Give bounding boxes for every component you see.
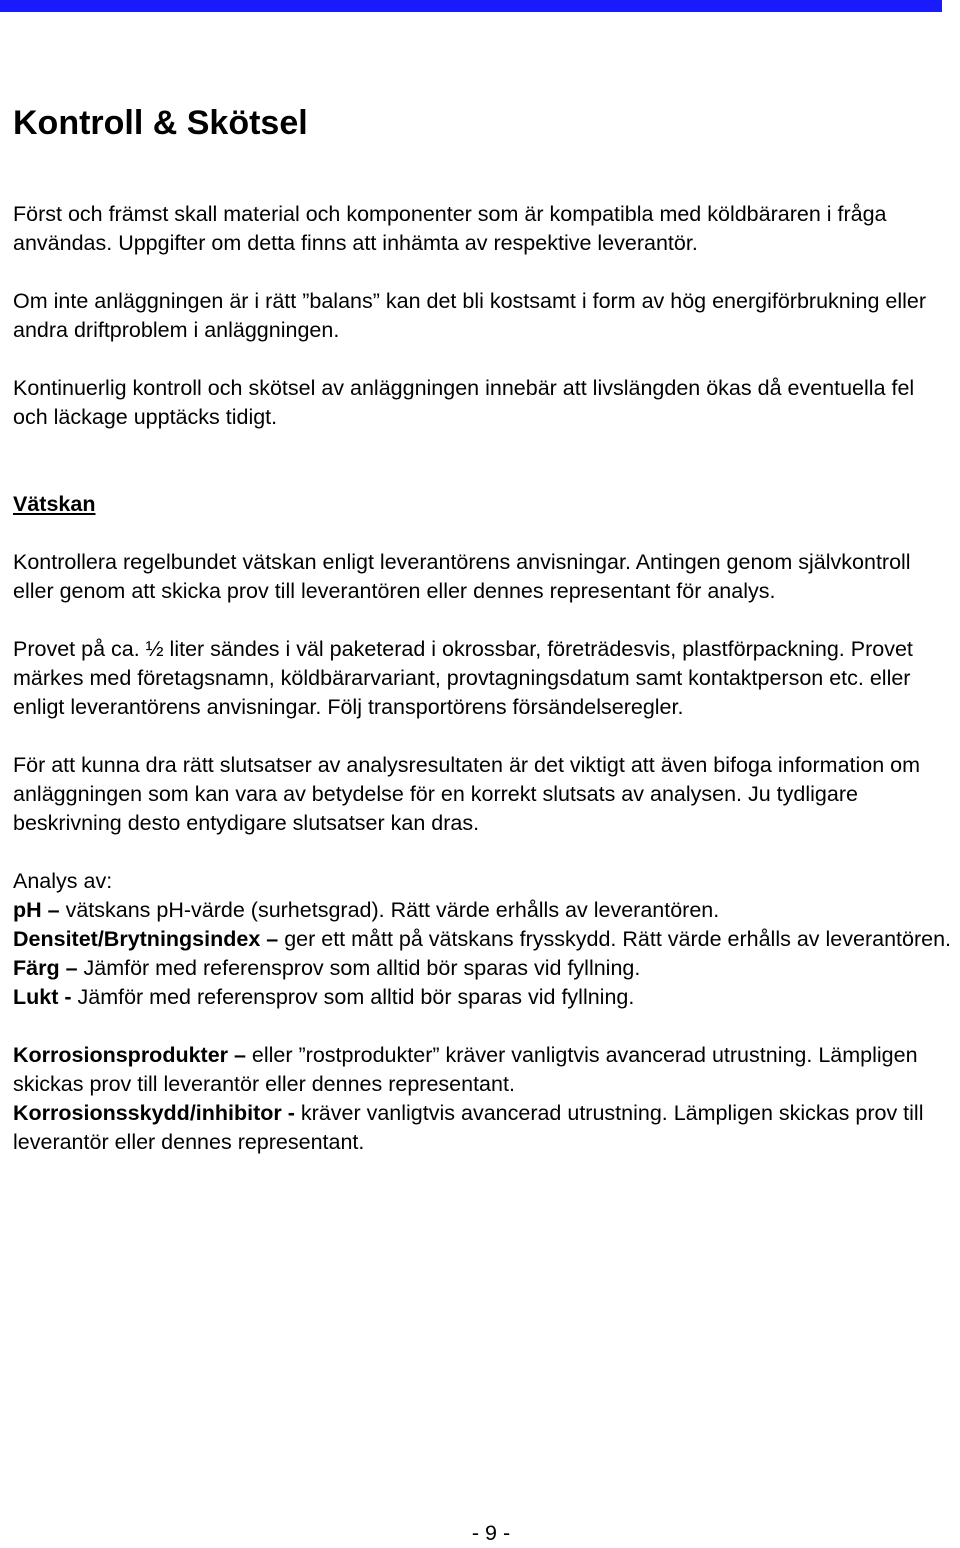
analys-text: vätskans pH-värde (surhetsgrad). Rätt värde erhålls av leverantören. <box>59 898 720 922</box>
korrosion-item-produkter <box>13 1041 953 1099</box>
top-color-bar <box>0 0 942 12</box>
intro-paragraph-3: Kontinuerlig kontroll och skötsel av anläggningen innebär att livslängden ökas då eventuella fel och läckage upptäcks tidigt. <box>13 376 915 429</box>
analys-term: Färg – <box>13 956 78 980</box>
vatskan-paragraph-1: Kontrollera regelbundet vätskan enligt leverantörens anvisningar. Antingen genom självkontroll eller genom att skicka prov till leverantören eller dennes representant för analys. <box>13 550 911 603</box>
analys-intro: Analys av: <box>13 869 113 893</box>
analys-block <box>13 867 953 1012</box>
intro-paragraph-1: Först och främst skall material och komponenter som är kompatibla med köldbäraren i fråga användas. Uppgifter om detta finns att inhämta av respektive leverantör. <box>13 202 887 255</box>
korrosion-term: Korrosionsskydd/inhibitor - <box>13 1101 295 1125</box>
vatskan-paragraph-2: Provet på ca. ½ liter sändes i väl paketerad i okrossbar, företrädesvis, plastförpackning. Provet märkes med företagsnamn, köldbärarvariant, provtagningsdatum samt kontaktperson etc. eller enligt leverantörens anvisningar. Följ transportörens försändelseregler. <box>13 637 913 719</box>
analys-item-densitet <box>13 925 953 954</box>
analys-item-lukt <box>13 983 953 1012</box>
analys-text: ger ett mått på vätskans frysskydd. Rätt värde erhålls av leverantören. <box>278 927 952 951</box>
korrosion-block <box>13 1041 953 1157</box>
korrosion-item-inhibitor <box>13 1099 953 1157</box>
vatskan-paragraph-3: För att kunna dra rätt slutsatser av analysresultaten är det viktigt att även bifoga information om anläggningen som kan vara av betydelse för en korrekt slutsats av analysen. Ju tydligare beskrivning desto entydigare slutsatser kan dras. <box>13 753 921 835</box>
analys-term: Lukt - <box>13 985 72 1009</box>
analys-term: pH – <box>13 898 60 922</box>
page-title: Kontroll & Skötsel <box>13 104 308 142</box>
analys-item-farg <box>13 954 953 983</box>
analys-item-ph <box>13 896 953 925</box>
analys-text: Jämför med referensprov som alltid bör sparas vid fyllning. <box>71 985 635 1009</box>
analys-term: Densitet/Brytningsindex – <box>13 927 279 951</box>
korrosion-text: eller ”rostprodukter” kräver vanligtvis avancerad utrustning. Lämpligen skickas prov till leverantör eller dennes representant. <box>13 1043 918 1096</box>
korrosion-term: Korrosionsprodukter – <box>13 1043 246 1067</box>
section-heading-vatskan: Vätskan <box>13 492 96 516</box>
page-number: - 9 - <box>471 1521 511 1545</box>
korrosion-text: kräver vanligtvis avancerad utrustning. Lämpligen skickas prov till leverantör eller dennes representant. <box>13 1101 924 1154</box>
intro-paragraph-2: Om inte anläggningen är i rätt ”balans” kan det bli kostsamt i form av hög energiförbrukning eller andra driftproblem i anläggningen. <box>13 289 927 342</box>
analys-text: Jämför med referensprov som alltid bör sparas vid fyllning. <box>77 956 641 980</box>
page-content <box>13 100 953 1157</box>
